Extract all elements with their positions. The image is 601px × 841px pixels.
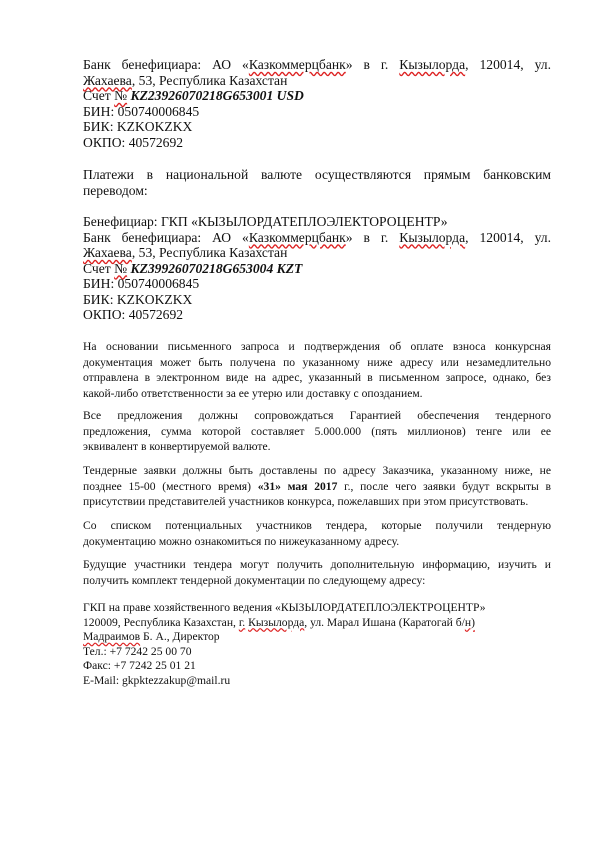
street: Жахаева	[83, 245, 132, 260]
phone-line: Тел.: +7 7242 25 00 70	[83, 644, 192, 658]
director-name: Мадраимов	[83, 630, 141, 643]
account-number: KZ23926070218G653001 USD	[130, 88, 304, 103]
bank-line-2	[83, 245, 551, 261]
payments-note	[83, 167, 551, 198]
street: Жахаева	[83, 72, 132, 88]
paragraph-participants	[83, 518, 551, 549]
text: , 120014, ул.	[465, 229, 551, 245]
bank-line-2	[83, 73, 551, 89]
address-line	[83, 616, 551, 631]
city: Кызылорда	[399, 57, 466, 72]
director-line	[83, 630, 551, 645]
account-line	[83, 261, 551, 277]
text: н)	[464, 615, 475, 629]
paragraph-info	[83, 557, 551, 588]
city: Кызылорда	[248, 615, 305, 629]
account-number: KZ39926070218G653004 KZT	[130, 260, 303, 276]
text: Банк бенефициара: АО «	[83, 57, 249, 72]
text: Счет	[83, 88, 115, 103]
text: , 53, Республика Казахстан	[131, 245, 288, 260]
text: 120009, Республика Казахстан,	[83, 615, 239, 629]
bank-name: Казкоммерцбанк	[248, 57, 346, 72]
text-line: документацию можно ознакомиться по нижеуказанному адресу.	[83, 534, 400, 548]
email-line: E-Mail: gkpktezzakup@mail.ru	[83, 673, 231, 687]
bank-line-1	[83, 57, 551, 73]
text-line: присутствии представителей участников конкурса, пожелавших при этом присутствовать.	[83, 495, 529, 508]
bank-name: Казкоммерцбанк	[248, 229, 346, 245]
deadline-date: «31» мая 2017	[257, 479, 338, 493]
text: г., после чего заявки будут вскрыты в	[337, 479, 551, 493]
number-sign: №	[114, 260, 128, 276]
text: г.	[238, 615, 246, 629]
bin-line: БИН: 050740006845	[83, 103, 200, 119]
text-line: получить комплект тендерной документации по следующему адресу:	[83, 573, 426, 587]
text: позднее 15-00 (местного время)	[83, 479, 258, 493]
text: » в г.	[345, 229, 400, 245]
paragraph-documentation	[83, 339, 551, 401]
bin-line: БИН: 050740006845	[83, 276, 200, 291]
bank-details-usd	[83, 57, 551, 150]
text-line: отправлена в электронном виде на адрес, указанный в письменном запросе, однако, без	[83, 371, 551, 384]
account-line	[83, 88, 551, 104]
text-line	[83, 479, 551, 495]
text-line: Тендерные заявки должны быть доставлены по адресу Заказчика, указанному ниже, не	[83, 464, 551, 477]
fax-line: Факс: +7 7242 25 01 21	[83, 659, 196, 672]
text: Банк бенефициара: АО «	[83, 229, 249, 245]
bank-details-kzt	[83, 214, 551, 323]
text-line: документация может быть получена по указанному ниже адресу или незамедлительно	[83, 355, 551, 369]
bik-line: БИК: KZKOKZKX	[83, 291, 193, 307]
text: , ул. Марал Ишана (Каратогай б/	[304, 615, 465, 629]
okpo-line: ОКПО: 40572692	[83, 307, 184, 322]
text: » в г.	[345, 57, 400, 72]
text: Счет	[83, 260, 115, 276]
city: Кызылорда	[399, 229, 466, 245]
paragraph-deadline	[83, 463, 551, 510]
bik-line: БИК: KZKOKZKX	[83, 119, 193, 134]
text: , 120014, ул.	[465, 57, 551, 72]
text-line: предложения, сумма которой составляет 5.000.000 (пять миллионов) тенге или ее	[83, 424, 551, 438]
text: Б. А., Директор	[140, 630, 220, 643]
payments-line-1: Платежи в национальной валюте осуществляются прямым банковским	[83, 167, 551, 182]
text-line: Со списком потенциальных участников тендера, которые получили тендерную	[83, 519, 551, 532]
text-line: Все предложения должны сопровождаться Гарантией обеспечения тендерного	[83, 409, 551, 422]
payments-line-2: переводом:	[83, 182, 148, 198]
text: , 53, Республика Казахстан	[131, 72, 288, 88]
paragraph-guarantee	[83, 408, 551, 455]
text-line: какой-либо ответственности за ее утерю или доставку с опозданием.	[83, 386, 423, 400]
text-line: На основании письменного запроса и подтверждения об оплате взноса конкурсная	[83, 340, 551, 353]
contacts-block	[83, 601, 551, 688]
number-sign: №	[114, 88, 128, 103]
text-line: Будущие участники тендера могут получить дополнительную информацию, изучить и	[83, 558, 551, 571]
text-line: эквивалент в конвертируемой валюте.	[83, 440, 271, 453]
bank-line-1	[83, 230, 551, 246]
organization-name: ГКП на праве хозяйственного ведения «КЫЗЫЛОРДАТЕПЛОЭЛЕКТРОЦЕНТР»	[83, 601, 486, 614]
beneficiary-line: Бенефициар: ГКП «КЫЗЫЛОРДАТЕПЛОЭЛЕКТОРОЦЕНТР»	[83, 214, 448, 229]
okpo-line: ОКПО: 40572692	[83, 134, 184, 150]
